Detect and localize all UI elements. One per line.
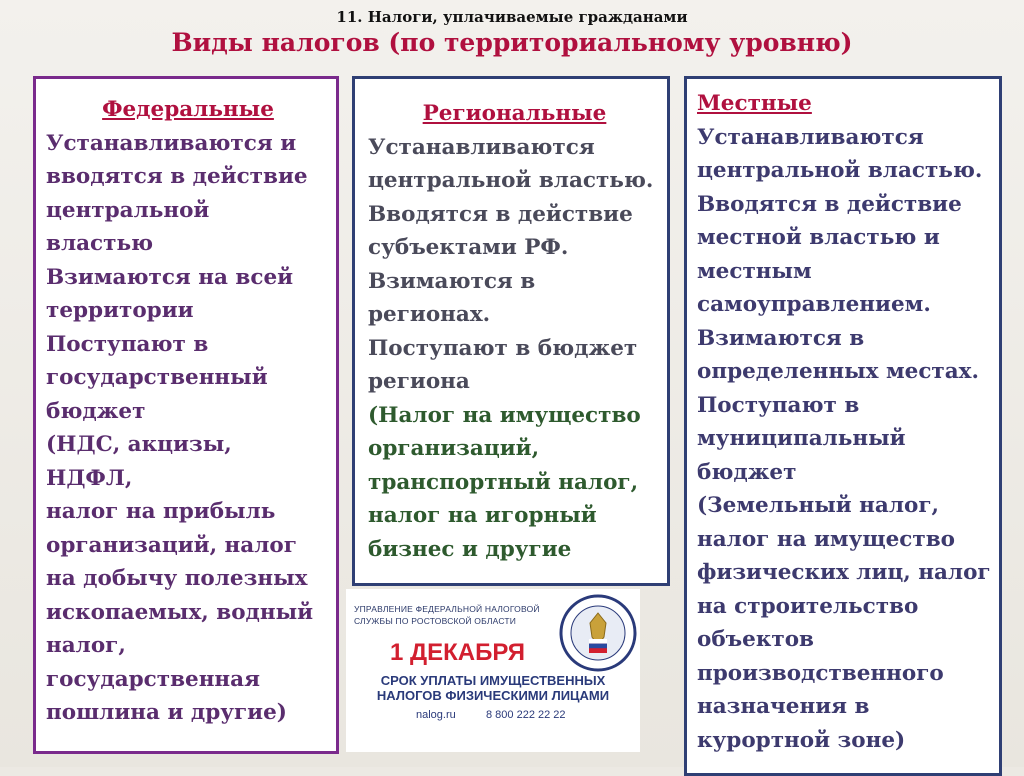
regional-taxes-box bbox=[352, 76, 670, 586]
regional-text-line: Поступают в бюджет bbox=[368, 335, 638, 361]
banner-deadline-text bbox=[352, 673, 634, 703]
banner-deadline-line1: СРОК УПЛАТЫ ИМУЩЕСТВЕННЫХ bbox=[380, 673, 606, 688]
federal-heading: Федеральные bbox=[102, 97, 274, 122]
local-text-line: местным bbox=[697, 258, 812, 284]
regional-text-line: центральной властью. bbox=[368, 168, 654, 193]
regional-text-line: Устанавливаются bbox=[368, 134, 595, 160]
federal-text-line: территории bbox=[46, 298, 194, 323]
tax-deadline-banner bbox=[346, 589, 640, 752]
federal-text-line: пошлина и другие) bbox=[46, 700, 287, 725]
local-description bbox=[697, 121, 993, 490]
local-example-line: физических лиц, налог bbox=[697, 560, 991, 585]
federal-description bbox=[46, 127, 330, 730]
federal-text-line: центральной bbox=[46, 197, 210, 223]
local-example-line: назначения в bbox=[697, 694, 870, 719]
regional-example-line: организаций, bbox=[368, 436, 540, 461]
local-examples bbox=[697, 489, 993, 757]
local-text-line: Устанавливаются bbox=[697, 124, 924, 150]
regional-heading: Региональные bbox=[422, 101, 607, 126]
local-example-line: налог на имущество bbox=[697, 526, 955, 552]
federal-text-line: властью bbox=[46, 231, 154, 256]
federal-text-line: Взимаются на всей bbox=[46, 264, 294, 290]
federal-text-line: вводятся в действие bbox=[46, 164, 308, 189]
local-example-line: на строительство bbox=[697, 593, 919, 619]
regional-example-line: транспортный налог, bbox=[368, 469, 639, 495]
banner-org-line1: УПРАВЛЕНИЕ ФЕДЕРАЛЬНОЙ НАЛОГОВОЙ bbox=[354, 604, 540, 614]
banner-deadline-line2: НАЛОГОВ ФИЗИЧЕСКИМИ ЛИЦАМИ bbox=[376, 688, 610, 703]
banner-org-text bbox=[354, 603, 564, 627]
local-taxes-box bbox=[684, 76, 1002, 776]
slide-title: Виды налогов (по территориальному уровню) bbox=[171, 28, 853, 57]
federal-text-line: Устанавливаются и bbox=[46, 130, 297, 156]
local-example-line: производственного bbox=[697, 660, 944, 686]
regional-text-line: субъектами РФ. bbox=[368, 235, 569, 260]
local-text-line: самоуправлением. bbox=[697, 292, 931, 317]
local-text-line: бюджет bbox=[697, 459, 797, 485]
federal-text-line: государственный bbox=[46, 365, 268, 390]
local-text-line: определенных местах. bbox=[697, 359, 979, 384]
local-heading: Местные bbox=[697, 91, 812, 116]
local-text-line: Вводятся в действие bbox=[697, 191, 962, 217]
regional-text-line: Вводятся в действие bbox=[368, 201, 633, 227]
regional-example-line: налог на игорный bbox=[368, 503, 597, 528]
regional-text-line: Взимаются в bbox=[368, 268, 536, 294]
federal-text-line: бюджет bbox=[46, 398, 146, 424]
federal-text-line: налог на прибыль bbox=[46, 499, 276, 524]
banner-website: nalog.ru bbox=[416, 709, 456, 721]
federal-text-line: государственная bbox=[46, 666, 260, 692]
tax-service-seal-icon bbox=[558, 593, 638, 673]
federal-text-line: налог, bbox=[46, 633, 126, 658]
local-text-line: муниципальный bbox=[697, 426, 906, 451]
banner-org-line2: СЛУЖБЫ ПО РОСТОВСКОЙ ОБЛАСТИ bbox=[354, 616, 517, 626]
federal-text-line: ископаемых, водный bbox=[46, 599, 314, 625]
federal-text-line: (НДС, акцизы, bbox=[46, 432, 232, 457]
federal-taxes-box bbox=[33, 76, 339, 754]
banner-phone: 8 800 222 22 22 bbox=[486, 709, 566, 721]
regional-examples bbox=[368, 399, 661, 567]
federal-text-line: НДФЛ, bbox=[46, 465, 133, 491]
regional-description bbox=[368, 131, 661, 399]
regional-text-line: региона bbox=[368, 369, 470, 394]
local-text-line: центральной властью. bbox=[697, 158, 983, 183]
federal-text-line: Поступают в bbox=[46, 331, 209, 357]
federal-text-line: организаций, налог bbox=[46, 532, 297, 558]
federal-text-line: на добычу полезных bbox=[46, 566, 308, 591]
local-text-line: Взимаются в bbox=[697, 325, 865, 351]
regional-example-line: (Налог на имущество bbox=[368, 402, 641, 428]
regional-text-line: регионах. bbox=[368, 302, 491, 327]
local-text-line: Поступают в bbox=[697, 392, 860, 418]
local-example-line: объектов bbox=[697, 627, 814, 652]
slide-subtitle: 11. Налоги, уплачиваемые гражданами bbox=[336, 8, 688, 26]
local-example-line: курортной зоне) bbox=[697, 727, 906, 753]
local-example-line: (Земельный налог, bbox=[697, 493, 940, 518]
regional-example-line: бизнес и другие bbox=[368, 536, 572, 562]
banner-date: 1 ДЕКАБРЯ bbox=[390, 639, 526, 666]
local-text-line: местной властью и bbox=[697, 225, 940, 250]
